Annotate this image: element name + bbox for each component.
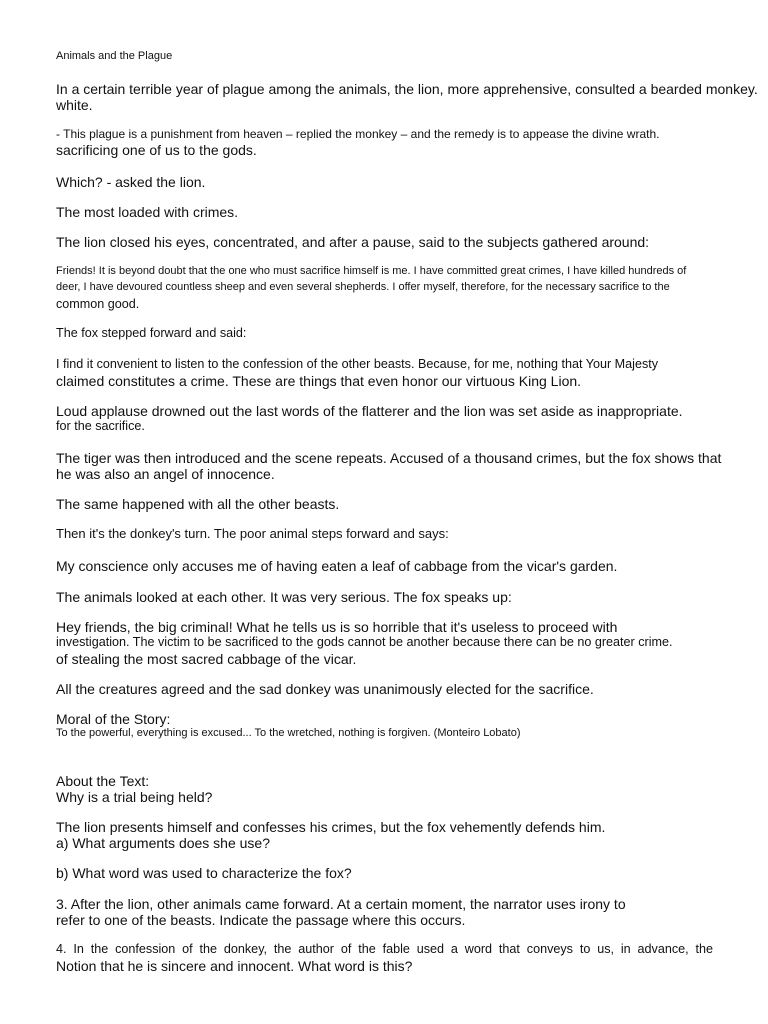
paragraph-line: claimed constitutes a crime. These are things that even honor our virtuous King Lion. [56,373,582,389]
question-2b: b) What word was used to characterize the fox? [56,865,352,881]
paragraph-line: The tiger was then introduced and the scene repeats. Accused of a thousand crimes, but the fox shows that [56,450,722,466]
paragraph-line: Loud applause drowned out the last words of the flatterer and the lion was set aside as inappropriate. [56,403,683,419]
moral-heading: Moral of the Story: [56,711,171,727]
question-2-intro: The lion presents himself and confesses his crimes, but the fox vehemently defends him. [56,819,606,835]
paragraph-line: The fox stepped forward and said: [56,326,247,340]
paragraph-line: The animals looked at each other. It was very serious. The fox speaks up: [56,589,512,605]
paragraph-line: In a certain terrible year of plague among the animals, the lion, more apprehensive, consulted a bearded monkey. [56,81,758,97]
question-4-line: Notion that he is sincere and innocent. What word is this? [56,958,413,974]
paragraph-line: Which? - asked the lion. [56,174,206,190]
paragraph-line: The most loaded with crimes. [56,204,239,220]
question-4-line: 4. In the confession of the donkey, the author of the fable used a word that conveys to us, in advance, the [56,942,713,956]
paragraph-line: The lion closed his eyes, concentrated, and after a pause, said to the subjects gathered around: [56,234,650,250]
paragraph-line: My conscience only accuses me of having eaten a leaf of cabbage from the vicar's garden. [56,558,618,574]
paragraph-line: of stealing the most sacred cabbage of the vicar. [56,651,357,667]
paragraph-line: Friends! It is beyond doubt that the one who must sacrifice himself is me. I have committed great crimes, I have killed hundreds of [56,265,687,277]
paragraph-line: The same happened with all the other beasts. [56,496,340,512]
paragraph-line: white. [56,97,93,113]
paragraph-line: he was also an angel of innocence. [56,466,275,482]
paragraph-line: All the creatures agreed and the sad donkey was unanimously elected for the sacrifice. [56,681,594,697]
paragraph-line: - This plague is a punishment from heaven – replied the monkey – and the remedy is to appease the divine wrath. [56,127,660,141]
paragraph-line: investigation. The victim to be sacrificed to the gods cannot be another because there can be no greater crime. [56,635,673,649]
document-title: Animals and the Plague [56,50,173,62]
paragraph-line: sacrificing one of us to the gods. [56,142,257,158]
paragraph-line: Hey friends, the big criminal! What he tells us is so horrible that it's useless to proceed with [56,619,618,635]
paragraph-line: Then it's the donkey's turn. The poor animal steps forward and says: [56,526,449,541]
paragraph-line: deer, I have devoured countless sheep and even several shepherds. I offer myself, therefore, for the necessary sacrifice to the [56,281,670,293]
question-2a: a) What arguments does she use? [56,835,271,851]
question-3-line: 3. After the lion, other animals came forward. At a certain moment, the narrator uses irony to [56,896,626,912]
about-heading: About the Text: [56,773,150,789]
question-1: Why is a trial being held? [56,789,213,805]
paragraph-line: I find it convenient to listen to the confession of the other beasts. Because, for me, nothing that Your Majesty [56,357,659,371]
moral-text: To the powerful, everything is excused... To the wretched, nothing is forgiven. (Monteiro Lobato) [56,727,521,739]
question-3-line: refer to one of the beasts. Indicate the passage where this occurs. [56,912,466,928]
paragraph-line: for the sacrifice. [56,419,145,433]
paragraph-line: common good. [56,297,140,311]
